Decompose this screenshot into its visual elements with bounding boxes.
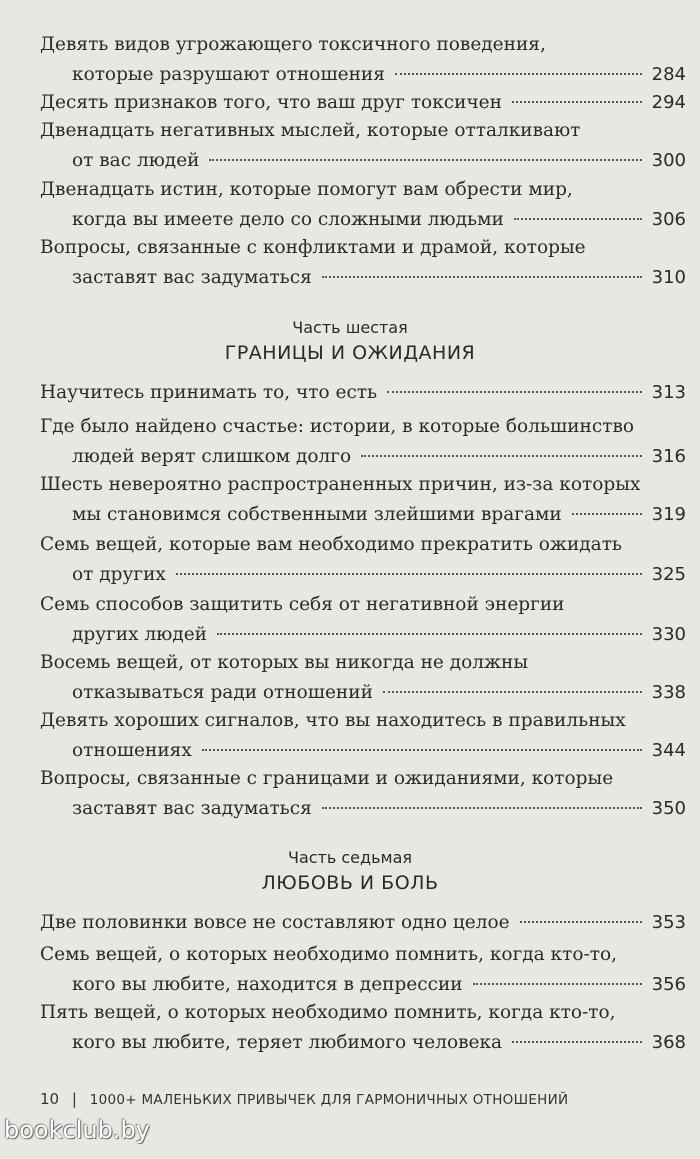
entry-title-line1: Десять признаков того, что ваш друг токсичен <box>40 92 502 113</box>
page-number: 350 <box>651 798 686 819</box>
page-number: 353 <box>651 912 686 933</box>
dot-leader <box>520 921 642 923</box>
toc-entry <box>40 706 686 766</box>
entry-title-line2: людей верят слишком долго <box>72 446 352 467</box>
toc-entry <box>40 88 686 118</box>
page-number: 356 <box>651 974 686 995</box>
entry-title-line1: Две половинки вовсе не составляют одно целое <box>40 912 510 933</box>
page-number: 338 <box>651 682 686 703</box>
toc-entry <box>40 412 686 472</box>
page-number: 319 <box>651 504 686 525</box>
toc-entry <box>40 378 686 408</box>
part-title: ЛЮБОВЬ И БОЛЬ <box>261 872 439 894</box>
toc-entry <box>40 530 686 590</box>
entry-title-line1: Вопросы, связанные с границами и ожиданиями, которые <box>40 768 614 789</box>
entry-title-line2: кого вы любите, теряет любимого человека <box>72 1032 503 1053</box>
entry-title-line2: других людей <box>72 624 207 645</box>
toc-entry <box>40 590 686 650</box>
dot-leader <box>361 455 642 457</box>
toc-entry <box>40 764 686 824</box>
dot-leader <box>176 573 642 575</box>
toc-entry <box>40 908 686 938</box>
page-number: 310 <box>651 267 686 288</box>
dot-leader <box>514 218 642 220</box>
toc-entry <box>40 940 686 1000</box>
dot-leader <box>512 1041 642 1043</box>
part-label: Часть шестая <box>292 318 408 337</box>
footer-page-number: 10 <box>40 1090 60 1108</box>
dot-leader <box>383 691 642 693</box>
entry-title-line1: Семь вещей, о которых необходимо помнить, когда кто-то, <box>40 944 617 965</box>
entry-title-line2: отказываться ради отношений <box>72 682 373 703</box>
entry-title-line2: кого вы любите, находится в депрессии <box>72 974 463 995</box>
entry-title-line1: Шесть невероятно распространенных причин, из-за которых <box>40 474 641 495</box>
dot-leader <box>473 983 642 985</box>
page-number: 330 <box>651 624 686 645</box>
toc-entry <box>40 998 686 1058</box>
entry-title-line1: Девять видов угрожающего токсичного поведения, <box>40 34 546 55</box>
entry-title-line2: заставят вас задуматься <box>72 798 312 819</box>
page-footer <box>40 1090 680 1108</box>
entry-title-line2: от других <box>72 564 166 585</box>
part-label: Часть седьмая <box>287 848 413 867</box>
entry-title-line2: которые разрушают отношения <box>72 64 385 85</box>
footer-book-title: 1000+ МАЛЕНЬКИХ ПРИВЫЧЕК ДЛЯ ГАРМОНИЧНЫХ ОТНОШЕНИЙ <box>89 1092 569 1108</box>
entry-title-line1: Восемь вещей, от которых вы никогда не должны <box>40 652 529 673</box>
entry-title-line2: мы становимся собственными злейшими врагами <box>72 504 562 525</box>
page-number: 284 <box>651 64 686 85</box>
entry-title-line2: когда вы имеете дело со сложными людьми <box>72 209 504 230</box>
toc-entry <box>40 30 686 90</box>
entry-title-line1: Вопросы, связанные с конфликтами и драмой, которые <box>40 237 586 258</box>
dot-leader <box>395 73 642 75</box>
page-number: 344 <box>651 740 686 761</box>
watermark: bookclub.by <box>4 1116 150 1144</box>
entry-title-line1: Пять вещей, о которых необходимо помнить, когда кто-то, <box>40 1002 616 1023</box>
entry-title-line1: Двенадцать истин, которые помогут вам обрести мир, <box>40 179 573 200</box>
entry-title-line1: Где было найдено счастье: истории, в которые большинство <box>40 416 635 437</box>
dot-leader <box>322 276 642 278</box>
page-number: 313 <box>651 382 686 403</box>
entry-title-line1: Двенадцать негативных мыслей, которые отталкивают <box>40 120 581 141</box>
dot-leader <box>209 159 641 161</box>
entry-title-line1: Семь способов защитить себя от негативной энергии <box>40 594 565 615</box>
dot-leader <box>202 749 642 751</box>
entry-title-line1: Научитесь принимать то, что есть <box>40 382 378 403</box>
toc-entry <box>40 233 686 293</box>
footer-separator: | <box>71 1090 77 1108</box>
toc-entry <box>40 648 686 708</box>
page-number: 300 <box>651 150 686 171</box>
page-number: 306 <box>651 209 686 230</box>
entry-title-line2: заставят вас задуматься <box>72 267 312 288</box>
entry-title-line2: отношениях <box>72 740 192 761</box>
dot-leader <box>572 513 642 515</box>
toc-entry <box>40 175 686 235</box>
page-number: 368 <box>651 1032 686 1053</box>
entry-title-line1: Девять хороших сигналов, что вы находитесь в правильных <box>40 710 626 731</box>
dot-leader <box>512 101 642 103</box>
dot-leader <box>217 633 642 635</box>
dot-leader <box>322 807 642 809</box>
page-number: 325 <box>651 564 686 585</box>
toc-entry <box>40 470 686 530</box>
page-number: 316 <box>651 446 686 467</box>
entry-title-line1: Семь вещей, которые вам необходимо прекратить ожидать <box>40 534 623 555</box>
dot-leader <box>387 391 642 393</box>
part-title: ГРАНИЦЫ И ОЖИДАНИЯ <box>224 342 476 364</box>
entry-title-line2: от вас людей <box>72 150 200 171</box>
page-number: 294 <box>651 92 686 113</box>
toc-entry <box>40 116 686 176</box>
